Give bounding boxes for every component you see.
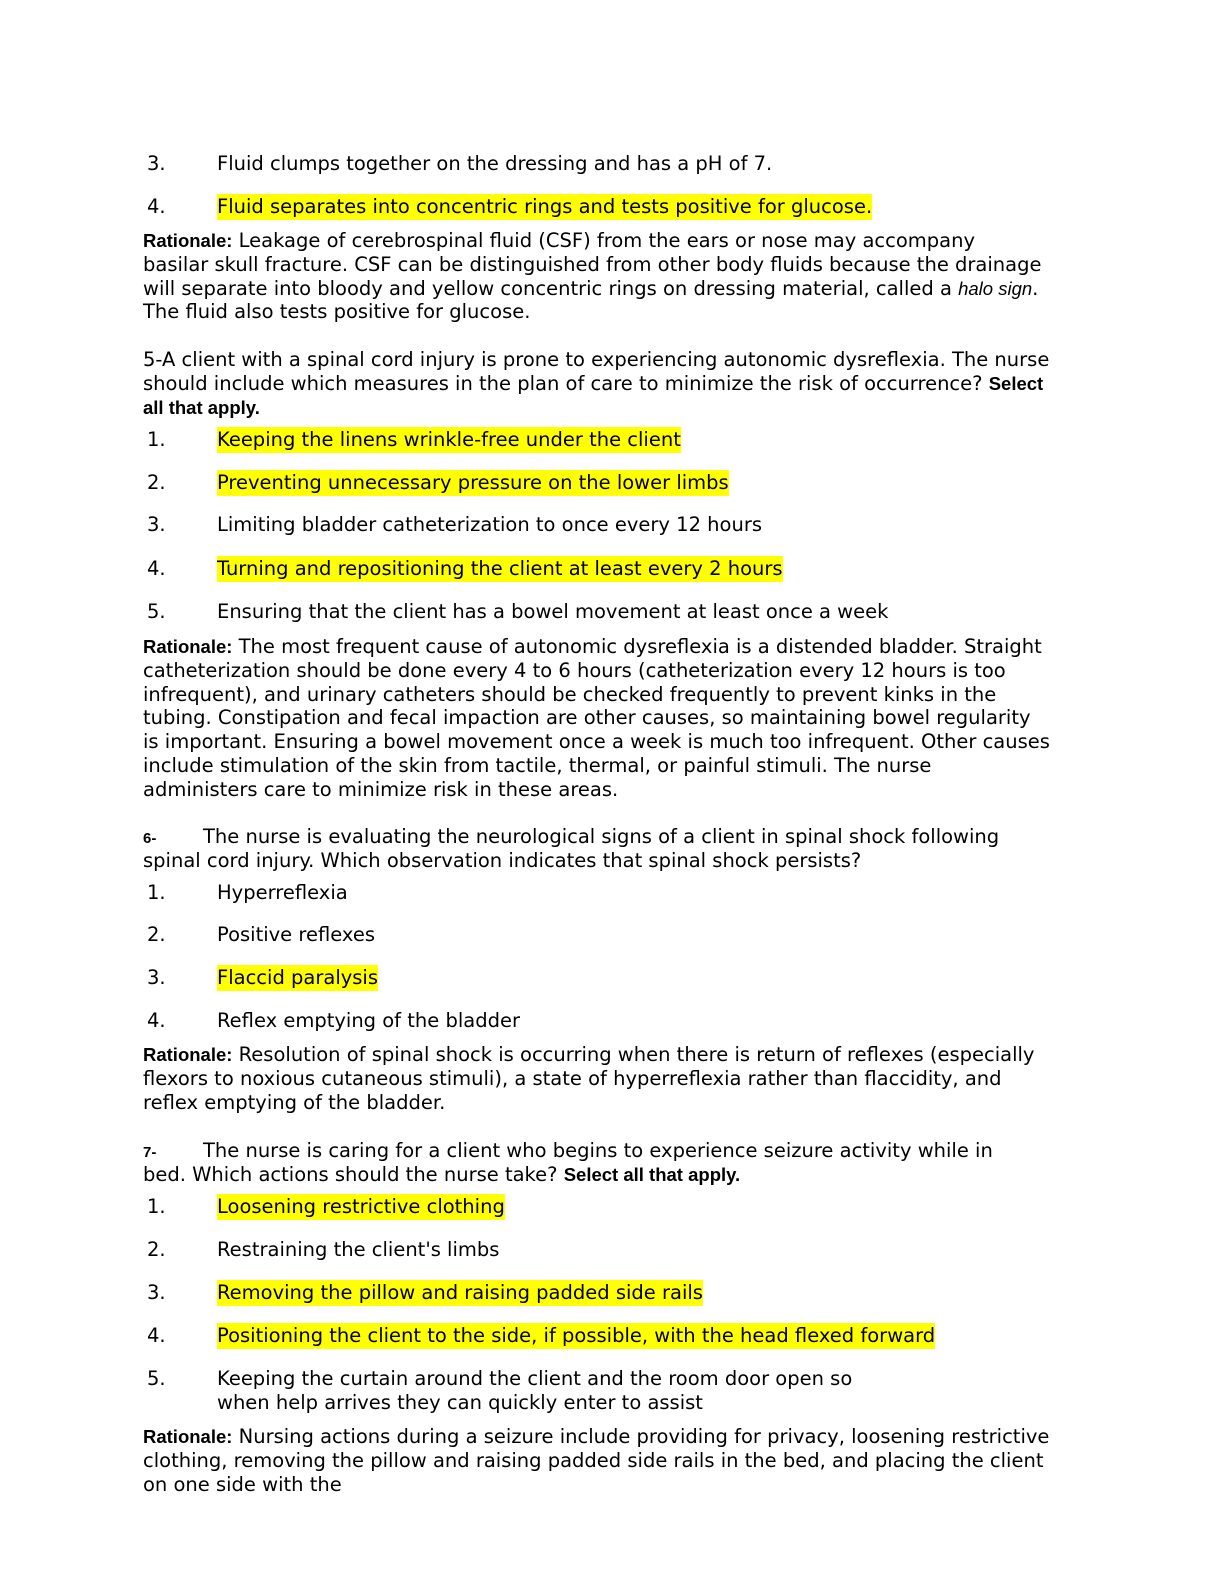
- option-number: 5.: [147, 1367, 166, 1390]
- rationale-text: Leakage of cerebrospinal fluid (CSF) from the ears or nose may accompany: [232, 229, 976, 252]
- question-stem: [143, 1139, 1083, 1187]
- question-instruction: all that apply.: [143, 396, 260, 418]
- option-number: 4.: [147, 557, 166, 580]
- option-item: [147, 880, 348, 906]
- option-number: 3.: [147, 966, 166, 989]
- question-text: The nurse is evaluating the neurological signs of a client in spinal shock following: [203, 825, 1000, 848]
- option-text: Fluid clumps together on the dressing and has a pH of 7.: [217, 152, 773, 175]
- rationale-paragraph: [143, 229, 1083, 324]
- rationale-paragraph: [143, 635, 1083, 802]
- option-item-correct: [147, 556, 783, 582]
- rationale-label: Rationale:: [143, 1044, 233, 1065]
- option-text: Positive reflexes: [217, 923, 375, 946]
- option-text-highlighted: Positioning the client to the side, if possible, with the head flexed forward: [217, 1324, 936, 1347]
- rationale-text: Nursing actions during a seizure include providing for privacy, loosening restrictive: [232, 1425, 1050, 1448]
- option-number: 1.: [147, 1195, 166, 1218]
- question-number: 6-: [143, 830, 157, 847]
- option-item-correct: [147, 965, 378, 991]
- option-item-correct: [147, 1280, 703, 1306]
- question-text: 5-A client with a spinal cord injury is prone to experiencing autonomic dysreflexia. The nurse: [143, 348, 1050, 371]
- option-item: [147, 151, 772, 177]
- option-text-highlighted: Loosening restrictive clothing: [217, 1195, 505, 1218]
- option-text: Limiting bladder catheterization to once every 12 hours: [217, 513, 763, 536]
- rationale-text: will separate into bloody and yellow concentric rings on dressing material, called a: [143, 276, 959, 300]
- rationale-text: The fluid also tests positive for glucose.: [143, 300, 531, 324]
- option-number: 4.: [147, 1324, 166, 1347]
- option-text: Hyperreflexia: [217, 881, 348, 904]
- option-number: 3.: [147, 1281, 166, 1304]
- question-number: 7-: [143, 1144, 157, 1161]
- option-item-correct: [147, 470, 729, 496]
- question-instruction: Select: [988, 372, 1044, 394]
- rationale-text: administers care to minimize risk in these areas.: [143, 777, 619, 801]
- option-text-highlighted: Preventing unnecessary pressure on the lower limbs: [217, 471, 729, 494]
- option-text-highlighted: Removing the pillow and raising padded side rails: [217, 1281, 703, 1304]
- question-text: The nurse is caring for a client who begins to experience seizure activity while in: [203, 1139, 993, 1162]
- question-stem: [143, 825, 1083, 873]
- option-number: 3.: [147, 152, 166, 175]
- option-text: Ensuring that the client has a bowel movement at least once a week: [217, 600, 889, 623]
- rationale-text: reflex emptying of the bladder.: [143, 1090, 446, 1114]
- rationale-text: is important. Ensuring a bowel movement once a week is much too infrequent. Other causes: [143, 730, 1050, 754]
- option-text: when help arrives they can quickly enter to assist: [217, 1390, 703, 1414]
- option-number: 2.: [147, 1238, 166, 1261]
- option-text-highlighted: Flaccid paralysis: [217, 966, 379, 989]
- rationale-text: infrequent), and urinary catheters should be checked frequently to prevent kinks in the: [143, 682, 997, 706]
- question-text: bed. Which actions should the nurse take?: [143, 1162, 564, 1186]
- rationale-text: include stimulation of the skin from tactile, thermal, or painful stimuli. The nurse: [143, 753, 932, 777]
- question-stem: [143, 348, 1083, 419]
- rationale-text: Resolution of spinal shock is occurring when there is return of reflexes (especially: [232, 1043, 1035, 1066]
- option-number: 3.: [147, 513, 166, 536]
- rationale-text: on one side with the: [143, 1472, 342, 1496]
- rationale-text: basilar skull fracture. CSF can be distinguished from other body fluids because the drainage: [143, 252, 1042, 276]
- option-number: 4.: [147, 195, 166, 218]
- option-number: 4.: [147, 1009, 166, 1032]
- rationale-text: flexors to noxious cutaneous stimuli), a state of hyperreflexia rather than flaccidity, and: [143, 1066, 1002, 1090]
- option-number: 1.: [147, 428, 166, 451]
- rationale-term: halo sign: [958, 277, 1033, 299]
- option-text-highlighted: Keeping the linens wrinkle-free under the client: [217, 428, 681, 451]
- option-number: 5.: [147, 600, 166, 623]
- option-text: Restraining the client's limbs: [217, 1238, 500, 1261]
- option-item: [147, 1367, 1047, 1415]
- option-text-highlighted: Fluid separates into concentric rings and tests positive for glucose.: [217, 195, 873, 218]
- rationale-text: .: [1032, 276, 1039, 300]
- rationale-label: Rationale:: [143, 1426, 233, 1447]
- option-number: 2.: [147, 923, 166, 946]
- rationale-text: tubing. Constipation and fecal impaction are other causes, so maintaining bowel regularity: [143, 706, 1031, 730]
- rationale-paragraph: [143, 1425, 1083, 1496]
- option-text: Keeping the curtain around the client and the room door open so: [217, 1367, 853, 1390]
- option-text-highlighted: Turning and repositioning the client at least every 2 hours: [217, 557, 783, 580]
- rationale-text: catheterization should be done every 4 to 6 hours (catheterization every 12 hours is too: [143, 658, 1006, 682]
- option-item-correct: [147, 427, 681, 453]
- rationale-text: clothing, removing the pillow and raising padded side rails in the bed, and placing the client: [143, 1448, 1044, 1472]
- option-item: [147, 1237, 499, 1263]
- option-item-correct: [147, 1323, 935, 1349]
- question-text: spinal cord injury. Which observation indicates that spinal shock persists?: [143, 848, 862, 872]
- option-item: [147, 922, 375, 948]
- option-item: [147, 512, 762, 538]
- option-text: Reflex emptying of the bladder: [217, 1009, 520, 1032]
- rationale-paragraph: [143, 1043, 1083, 1114]
- option-item-correct: [147, 1194, 505, 1220]
- option-number: 1.: [147, 881, 166, 904]
- question-text: should include which measures in the plan of care to minimize the risk of occurrence?: [143, 371, 989, 395]
- rationale-label: Rationale:: [143, 230, 233, 251]
- rationale-label: Rationale:: [143, 636, 233, 657]
- rationale-text: The most frequent cause of autonomic dysreflexia is a distended bladder. Straight: [232, 635, 1042, 658]
- option-number: 2.: [147, 471, 166, 494]
- option-item: [147, 599, 888, 625]
- option-item: [147, 1008, 520, 1034]
- option-item-correct: [147, 194, 872, 220]
- question-instruction: Select all that apply.: [563, 1163, 741, 1185]
